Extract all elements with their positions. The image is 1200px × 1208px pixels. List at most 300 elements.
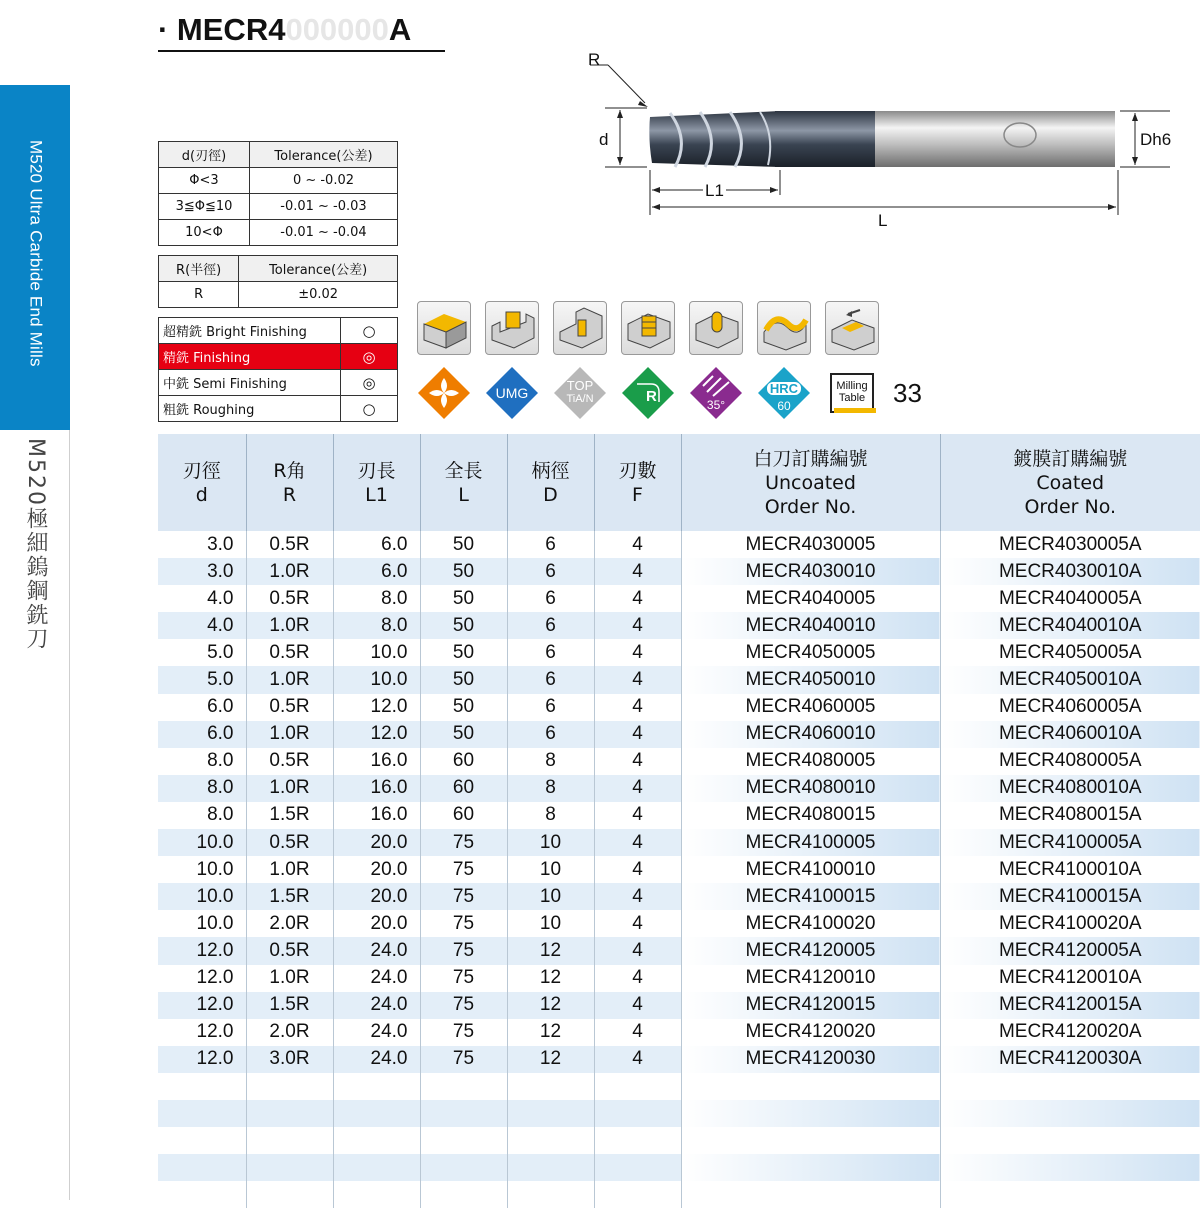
table-cell: 0 ~ -0.02 xyxy=(249,168,397,194)
empty-cell xyxy=(594,1181,681,1208)
cell-overall-length: 75 xyxy=(420,829,507,856)
cell-uncoated-order: MECR4040005 xyxy=(681,585,940,612)
cell-radius: 2.0R xyxy=(246,1019,333,1046)
cell-uncoated-order: MECR4100005 xyxy=(681,829,940,856)
empty-cell xyxy=(507,1181,594,1208)
header-radius xyxy=(246,434,333,531)
table-row xyxy=(158,612,1200,639)
cell-coated-order: MECR4060005A xyxy=(940,694,1200,721)
cell-diameter: 8.0 xyxy=(158,748,246,775)
cell-uncoated-order: MECR4120005 xyxy=(681,937,940,964)
cell-shank-diameter: 6 xyxy=(507,639,594,666)
cell-flutes: 4 xyxy=(594,1019,681,1046)
cell-flute-length: 12.0 xyxy=(333,694,420,721)
table-row xyxy=(158,965,1200,992)
milling-table-icon xyxy=(825,366,879,420)
cell-shank-diameter: 6 xyxy=(507,585,594,612)
corner-radius-text: R xyxy=(646,388,657,405)
hrc-badge xyxy=(757,366,811,420)
page-number: 33 xyxy=(893,378,922,408)
empty-cell xyxy=(681,1100,940,1127)
cell-flutes: 4 xyxy=(594,612,681,639)
cell-overall-length: 75 xyxy=(420,883,507,910)
side-band-chinese: M520極細鎢鋼銑刀 xyxy=(23,438,48,651)
header-coated-order xyxy=(940,434,1200,531)
helix-angle-text: 35° xyxy=(706,398,726,412)
cell-flute-length: 6.0 xyxy=(333,531,420,558)
cell-flute-length: 12.0 xyxy=(333,721,420,748)
cell-flutes: 4 xyxy=(594,883,681,910)
milling-table-text-1: Milling xyxy=(836,380,868,392)
cell-uncoated-order: MECR4120030 xyxy=(681,1046,940,1073)
title-suffix: A xyxy=(388,12,412,47)
header-line: R角 xyxy=(273,459,306,482)
empty-cell xyxy=(507,1100,594,1127)
cell-radius: 3.0R xyxy=(246,1046,333,1073)
coating-text-top: TOP xyxy=(566,378,594,393)
blank-row xyxy=(158,1073,1200,1100)
empty-cell xyxy=(158,1073,246,1100)
table-row xyxy=(158,1046,1200,1073)
empty-cell xyxy=(594,1154,681,1181)
cell-flutes: 4 xyxy=(594,748,681,775)
cell-coated-order: MECR4120020A xyxy=(940,1019,1200,1046)
empty-cell xyxy=(246,1073,333,1100)
table-row xyxy=(158,829,1200,856)
cell-overall-length: 50 xyxy=(420,558,507,585)
cell-overall-length: 60 xyxy=(420,802,507,829)
table-row xyxy=(158,910,1200,937)
header-line: Uncoated xyxy=(765,471,856,494)
table-header: d(刃徑) xyxy=(159,142,250,168)
table-cell: 3≦Φ≦10 xyxy=(159,194,250,220)
title-ghost: 000000 xyxy=(285,12,389,47)
empty-cell xyxy=(681,1127,940,1154)
cell-flutes: 4 xyxy=(594,775,681,802)
cell-shank-diameter: 10 xyxy=(507,910,594,937)
cell-flute-length: 10.0 xyxy=(333,666,420,693)
profile-milling-icon xyxy=(757,301,811,355)
cell-radius: 0.5R xyxy=(246,829,333,856)
table-cell: Φ<3 xyxy=(159,168,250,194)
cell-uncoated-order: MECR4050005 xyxy=(681,639,940,666)
table-header: Tolerance(公差) xyxy=(239,256,398,282)
tolerance-radius-table xyxy=(158,255,398,308)
cell-diameter: 6.0 xyxy=(158,721,246,748)
cell-diameter: 12.0 xyxy=(158,1019,246,1046)
cell-overall-length: 75 xyxy=(420,856,507,883)
header-line: R xyxy=(282,483,297,506)
table-row xyxy=(158,666,1200,693)
cell-diameter: 12.0 xyxy=(158,937,246,964)
cell-diameter: 4.0 xyxy=(158,585,246,612)
table-row xyxy=(158,748,1200,775)
header-line: Order No. xyxy=(1024,495,1117,518)
empty-cell xyxy=(507,1154,594,1181)
cell-radius: 1.0R xyxy=(246,965,333,992)
table-row xyxy=(158,992,1200,1019)
header-line: 鍍膜訂購編號 xyxy=(1013,447,1128,470)
cell-coated-order: MECR4080010A xyxy=(940,775,1200,802)
cell-flute-length: 24.0 xyxy=(333,1046,420,1073)
cell-radius: 0.5R xyxy=(246,694,333,721)
cell-radius: 1.0R xyxy=(246,666,333,693)
cell-flute-length: 8.0 xyxy=(333,585,420,612)
corner-radius-badge xyxy=(621,366,675,420)
empty-cell xyxy=(681,1073,940,1100)
cell-uncoated-order: MECR4120015 xyxy=(681,992,940,1019)
header-shank-diameter xyxy=(507,434,594,531)
cell-shank-diameter: 10 xyxy=(507,829,594,856)
cell-shank-diameter: 6 xyxy=(507,558,594,585)
cell-flutes: 4 xyxy=(594,965,681,992)
empty-cell xyxy=(940,1100,1200,1127)
cell-coated-order: MECR4120030A xyxy=(940,1046,1200,1073)
table-cell: -0.01 ~ -0.04 xyxy=(249,220,397,246)
cell-shank-diameter: 12 xyxy=(507,1046,594,1073)
finish-label: 超精銑 Bright Finishing xyxy=(159,318,341,344)
table-cell: -0.01 ~ -0.03 xyxy=(249,194,397,220)
cell-shank-diameter: 6 xyxy=(507,612,594,639)
cell-coated-order: MECR4040010A xyxy=(940,612,1200,639)
table-row xyxy=(158,639,1200,666)
table-cell: ±0.02 xyxy=(239,282,398,308)
cell-coated-order: MECR4100010A xyxy=(940,856,1200,883)
header-line: 刃徑 xyxy=(182,459,221,482)
cell-uncoated-order: MECR4100010 xyxy=(681,856,940,883)
label-d: d xyxy=(599,130,609,149)
cell-shank-diameter: 10 xyxy=(507,856,594,883)
cell-diameter: 10.0 xyxy=(158,883,246,910)
header-line: F xyxy=(632,483,643,506)
cell-shank-diameter: 6 xyxy=(507,721,594,748)
cell-shank-diameter: 8 xyxy=(507,748,594,775)
cell-coated-order: MECR4100020A xyxy=(940,910,1200,937)
face-milling-icon xyxy=(417,301,471,355)
cell-flute-length: 20.0 xyxy=(333,883,420,910)
cell-flutes: 4 xyxy=(594,666,681,693)
cell-overall-length: 60 xyxy=(420,748,507,775)
cell-shank-diameter: 10 xyxy=(507,883,594,910)
cell-overall-length: 50 xyxy=(420,585,507,612)
cell-flute-length: 20.0 xyxy=(333,910,420,937)
header-line: d xyxy=(195,483,208,506)
cell-radius: 1.0R xyxy=(246,775,333,802)
table-row xyxy=(158,721,1200,748)
empty-cell xyxy=(246,1127,333,1154)
product-table xyxy=(158,434,1200,1208)
empty-cell xyxy=(158,1100,246,1127)
empty-cell xyxy=(333,1100,420,1127)
cell-flute-length: 24.0 xyxy=(333,1019,420,1046)
header-line: L xyxy=(458,483,469,506)
cell-coated-order: MECR4040005A xyxy=(940,585,1200,612)
cell-radius: 0.5R xyxy=(246,639,333,666)
finish-mark: ◎ xyxy=(341,344,398,370)
finish-mark: ○ xyxy=(341,396,398,422)
cell-radius: 0.5R xyxy=(246,585,333,612)
table-row xyxy=(158,883,1200,910)
cell-flutes: 4 xyxy=(594,694,681,721)
cell-diameter: 4.0 xyxy=(158,612,246,639)
cell-diameter: 8.0 xyxy=(158,775,246,802)
cell-coated-order: MECR4050005A xyxy=(940,639,1200,666)
pocket-milling-icon xyxy=(621,301,675,355)
empty-cell xyxy=(333,1154,420,1181)
cell-radius: 1.0R xyxy=(246,558,333,585)
table-header: R(半徑) xyxy=(159,256,239,282)
empty-cell xyxy=(940,1073,1200,1100)
cell-radius: 1.5R xyxy=(246,992,333,1019)
cell-uncoated-order: MECR4040010 xyxy=(681,612,940,639)
cell-coated-order: MECR4080015A xyxy=(940,802,1200,829)
cell-overall-length: 75 xyxy=(420,937,507,964)
cell-uncoated-order: MECR4120010 xyxy=(681,965,940,992)
side-band-english: M520 Ultra Carbide End Mills xyxy=(26,140,46,367)
slot-milling-icon xyxy=(485,301,539,355)
end-mill-diagram xyxy=(580,45,1195,235)
cell-coated-order: MECR4080005A xyxy=(940,748,1200,775)
cell-uncoated-order: MECR4030005 xyxy=(681,531,940,558)
tolerance-diameter-table xyxy=(158,141,398,246)
cell-radius: 1.5R xyxy=(246,802,333,829)
header-flutes xyxy=(594,434,681,531)
cell-flute-length: 16.0 xyxy=(333,748,420,775)
cell-shank-diameter: 6 xyxy=(507,694,594,721)
cell-radius: 1.0R xyxy=(246,856,333,883)
cell-radius: 2.0R xyxy=(246,910,333,937)
header-line: Order No. xyxy=(764,495,857,518)
helix-angle-badge xyxy=(689,366,743,420)
cell-coated-order: MECR4120015A xyxy=(940,992,1200,1019)
header-line: D xyxy=(543,483,558,506)
blank-row xyxy=(158,1181,1200,1208)
cell-flute-length: 10.0 xyxy=(333,639,420,666)
cell-uncoated-order: MECR4120020 xyxy=(681,1019,940,1046)
cell-radius: 0.5R xyxy=(246,531,333,558)
empty-cell xyxy=(940,1181,1200,1208)
header-line: Coated xyxy=(1036,471,1105,494)
cell-coated-order: MECR4060010A xyxy=(940,721,1200,748)
cell-radius: 1.0R xyxy=(246,612,333,639)
cell-overall-length: 50 xyxy=(420,531,507,558)
cell-overall-length: 50 xyxy=(420,666,507,693)
table-row xyxy=(158,775,1200,802)
table-row xyxy=(158,802,1200,829)
header-line: 白刀訂購編號 xyxy=(753,447,868,470)
cell-diameter: 5.0 xyxy=(158,639,246,666)
cell-overall-length: 75 xyxy=(420,910,507,937)
cell-coated-order: MECR4100005A xyxy=(940,829,1200,856)
end-mill-drawing xyxy=(580,45,1195,235)
cell-flute-length: 20.0 xyxy=(333,856,420,883)
table-row xyxy=(158,531,1200,558)
header-line: 全長 xyxy=(444,459,483,482)
ramp-milling-icon xyxy=(825,301,879,355)
cell-coated-order: MECR4030010A xyxy=(940,558,1200,585)
cell-uncoated-order: MECR4060010 xyxy=(681,721,940,748)
cell-overall-length: 50 xyxy=(420,694,507,721)
empty-cell xyxy=(158,1154,246,1181)
empty-cell xyxy=(246,1100,333,1127)
label-r: R xyxy=(588,50,601,69)
finish-label: 粗銑 Roughing xyxy=(159,396,341,422)
cell-coated-order: MECR4050010A xyxy=(940,666,1200,693)
cell-overall-length: 75 xyxy=(420,1046,507,1073)
cell-overall-length: 60 xyxy=(420,775,507,802)
cell-diameter: 3.0 xyxy=(158,531,246,558)
header-flute-length xyxy=(333,434,420,531)
empty-cell xyxy=(246,1154,333,1181)
empty-cell xyxy=(333,1127,420,1154)
four-flute-icon xyxy=(417,366,471,420)
empty-cell xyxy=(507,1127,594,1154)
cell-diameter: 12.0 xyxy=(158,1046,246,1073)
umg-badge xyxy=(485,366,539,420)
cell-shank-diameter: 6 xyxy=(507,531,594,558)
cell-diameter: 10.0 xyxy=(158,829,246,856)
blank-row xyxy=(158,1100,1200,1127)
finish-mark: ◎ xyxy=(341,370,398,396)
finish-mark: ○ xyxy=(341,318,398,344)
cell-flutes: 4 xyxy=(594,585,681,612)
empty-cell xyxy=(420,1073,507,1100)
hrc-text: HRC xyxy=(769,381,799,396)
finish-label: 中銑 Semi Finishing xyxy=(159,370,341,396)
cell-shank-diameter: 12 xyxy=(507,937,594,964)
cell-uncoated-order: MECR4080005 xyxy=(681,748,940,775)
cell-overall-length: 75 xyxy=(420,965,507,992)
table-row xyxy=(158,856,1200,883)
cell-uncoated-order: MECR4050010 xyxy=(681,666,940,693)
header-diameter xyxy=(158,434,246,531)
cell-shank-diameter: 12 xyxy=(507,1019,594,1046)
empty-cell xyxy=(594,1127,681,1154)
cell-diameter: 6.0 xyxy=(158,694,246,721)
cell-flutes: 4 xyxy=(594,910,681,937)
empty-cell xyxy=(681,1181,940,1208)
blank-row xyxy=(158,1127,1200,1154)
cell-uncoated-order: MECR4080015 xyxy=(681,802,940,829)
cell-overall-length: 75 xyxy=(420,1019,507,1046)
cell-flutes: 4 xyxy=(594,856,681,883)
header-line: L1 xyxy=(365,483,388,506)
empty-cell xyxy=(594,1073,681,1100)
cell-shank-diameter: 8 xyxy=(507,775,594,802)
cell-diameter: 8.0 xyxy=(158,802,246,829)
table-row xyxy=(158,585,1200,612)
cell-flutes: 4 xyxy=(594,721,681,748)
cell-flutes: 4 xyxy=(594,531,681,558)
milling-table-text-2: Table xyxy=(838,392,866,404)
cell-radius: 0.5R xyxy=(246,937,333,964)
label-l1: L1 xyxy=(705,181,724,200)
cell-coated-order: MECR4120010A xyxy=(940,965,1200,992)
cell-uncoated-order: MECR4100015 xyxy=(681,883,940,910)
cell-flute-length: 24.0 xyxy=(333,965,420,992)
plunge-milling-icon xyxy=(689,301,743,355)
cell-uncoated-order: MECR4030010 xyxy=(681,558,940,585)
cell-diameter: 12.0 xyxy=(158,965,246,992)
empty-cell xyxy=(594,1100,681,1127)
cell-coated-order: MECR4100015A xyxy=(940,883,1200,910)
empty-cell xyxy=(158,1127,246,1154)
table-row xyxy=(158,937,1200,964)
cell-flutes: 4 xyxy=(594,829,681,856)
cell-shank-diameter: 12 xyxy=(507,965,594,992)
label-dh6: Dh6 xyxy=(1140,130,1172,149)
cell-uncoated-order: MECR4100020 xyxy=(681,910,940,937)
coating-text-bottom: TiA/N xyxy=(566,393,594,405)
umg-text: UMG xyxy=(495,385,529,401)
label-l: L xyxy=(878,211,888,230)
cell-overall-length: 50 xyxy=(420,639,507,666)
table-row xyxy=(158,558,1200,585)
cell-diameter: 5.0 xyxy=(158,666,246,693)
cell-overall-length: 75 xyxy=(420,992,507,1019)
table-header: Tolerance(公差) xyxy=(249,142,397,168)
finishing-table xyxy=(158,317,398,422)
cell-uncoated-order: MECR4080010 xyxy=(681,775,940,802)
coating-badge xyxy=(553,366,607,420)
cell-coated-order: MECR4120005A xyxy=(940,937,1200,964)
cell-radius: 0.5R xyxy=(246,748,333,775)
header-line: 刃長 xyxy=(357,459,396,482)
cell-radius: 1.0R xyxy=(246,721,333,748)
cell-flute-length: 24.0 xyxy=(333,937,420,964)
table-cell: R xyxy=(159,282,239,308)
empty-cell xyxy=(333,1073,420,1100)
cell-overall-length: 50 xyxy=(420,612,507,639)
cell-flute-length: 16.0 xyxy=(333,802,420,829)
cell-shank-diameter: 6 xyxy=(507,666,594,693)
cell-diameter: 10.0 xyxy=(158,856,246,883)
cell-flutes: 4 xyxy=(594,558,681,585)
cell-flutes: 4 xyxy=(594,992,681,1019)
cell-shank-diameter: 8 xyxy=(507,802,594,829)
shoulder-milling-icon xyxy=(553,301,607,355)
cell-diameter: 10.0 xyxy=(158,910,246,937)
empty-cell xyxy=(420,1181,507,1208)
cell-overall-length: 50 xyxy=(420,721,507,748)
cell-flutes: 4 xyxy=(594,639,681,666)
header-line: 柄徑 xyxy=(531,459,570,482)
empty-cell xyxy=(246,1181,333,1208)
cell-flutes: 4 xyxy=(594,937,681,964)
finish-label: 精銑 Finishing xyxy=(159,344,341,370)
blank-row xyxy=(158,1154,1200,1181)
header-line: 刃數 xyxy=(618,459,657,482)
cell-flutes: 4 xyxy=(594,1046,681,1073)
cell-coated-order: MECR4030005A xyxy=(940,531,1200,558)
empty-cell xyxy=(420,1100,507,1127)
header-uncoated-order xyxy=(681,434,940,531)
cell-flute-length: 16.0 xyxy=(333,775,420,802)
hrc-value: 60 xyxy=(777,399,791,413)
title-prefix: · MECR4 xyxy=(158,12,286,47)
cell-diameter: 3.0 xyxy=(158,558,246,585)
empty-cell xyxy=(940,1154,1200,1181)
cell-diameter: 12.0 xyxy=(158,992,246,1019)
cell-shank-diameter: 12 xyxy=(507,992,594,1019)
empty-cell xyxy=(420,1127,507,1154)
table-cell: 10<Φ xyxy=(159,220,250,246)
cell-flutes: 4 xyxy=(594,802,681,829)
table-row xyxy=(158,694,1200,721)
empty-cell xyxy=(158,1181,246,1208)
cell-uncoated-order: MECR4060005 xyxy=(681,694,940,721)
empty-cell xyxy=(420,1154,507,1181)
